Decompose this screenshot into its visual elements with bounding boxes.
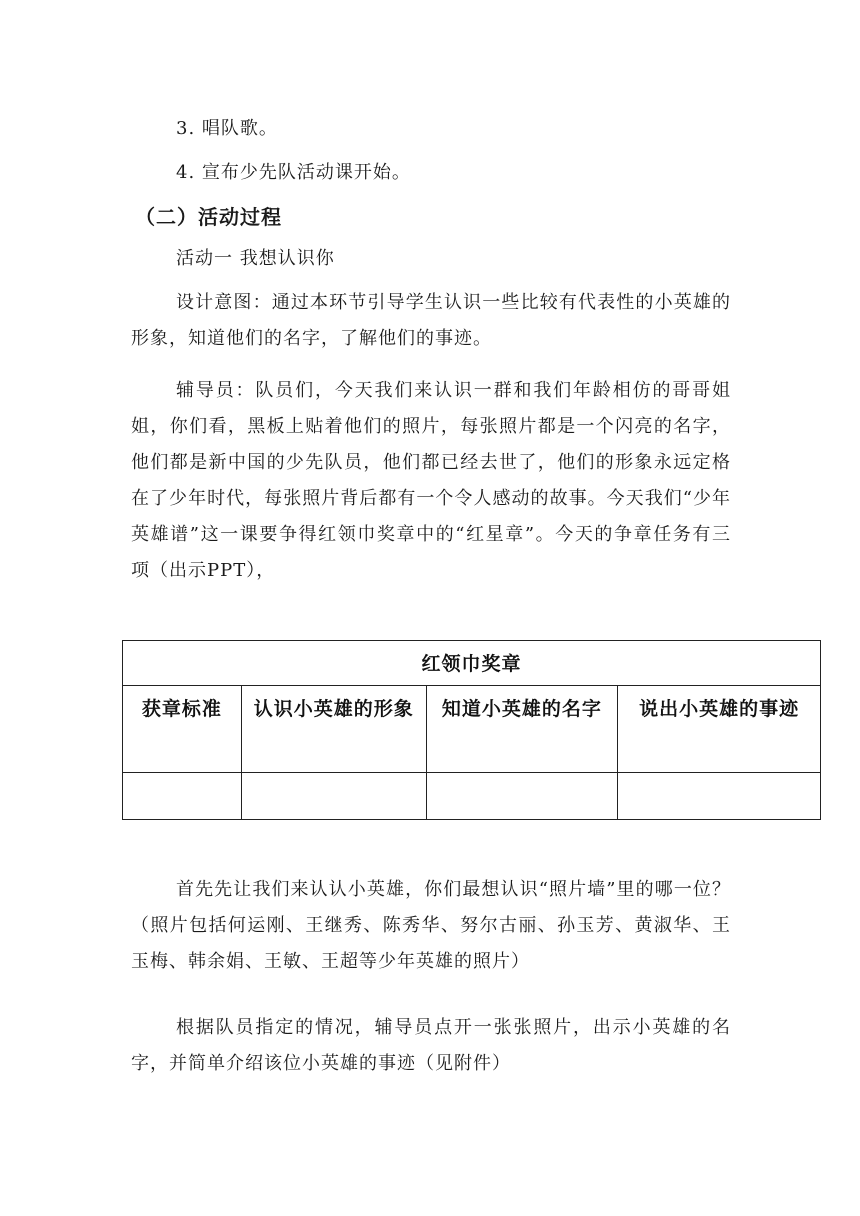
activity-title: 活动一 我想认识你 bbox=[176, 248, 335, 269]
section-heading: （二）活动过程 bbox=[135, 205, 282, 229]
design-intent-paragraph: 设计意图：通过本环节引导学生认识一些比较有代表性的小英雄的形象，知道他们的名字，了解他们的事迹。 bbox=[131, 292, 731, 349]
table-cell bbox=[618, 773, 821, 820]
award-table-header-row bbox=[123, 686, 821, 773]
award-criteria-cell: 获章标准 bbox=[123, 686, 242, 773]
list-item-3: 3. 唱队歌。 bbox=[176, 118, 278, 139]
list-item-4: 4. 宣布少先队活动课开始。 bbox=[176, 162, 411, 183]
table-cell bbox=[426, 773, 618, 820]
criterion-recognize-image: 认识小英雄的形象 bbox=[241, 686, 426, 773]
counselor-speech-paragraph: 辅导员：队员们，今天我们来认识一群和我们年龄相仿的哥哥姐姐，你们看，黑板上贴着他们的照片，每张照片都是一个闪亮的名字，他们都是新中国的少先队员，他们都已经去世了，他们的形象永远定格在了少年时代，每张照片背后都有一个令人感动的故事。今天我们“少年英雄谱”这一课要争得红领巾奖章中的“红星章”。今天的争章任务有三项（出示PPT）， bbox=[131, 380, 731, 581]
closing-paragraph: 根据队员指定的情况，辅导员点开一张张照片，出示小英雄的名字，并简单介绍该位小英雄的事迹（见附件） bbox=[131, 1017, 731, 1074]
criterion-know-name: 知道小英雄的名字 bbox=[426, 686, 618, 773]
table-cell bbox=[123, 773, 242, 820]
criterion-tell-story: 说出小英雄的事迹 bbox=[618, 686, 821, 773]
award-table bbox=[122, 640, 821, 820]
award-table-title-row bbox=[123, 641, 821, 686]
award-table-title: 红领巾奖章 bbox=[123, 641, 821, 686]
award-table-empty-row bbox=[123, 773, 821, 820]
photo-wall-paragraph: 首先先让我们来认认小英雄，你们最想认识“照片墙”里的哪一位？（照片包括何运刚、王继秀、陈秀华、努尔古丽、孙玉芳、黄淑华、王玉梅、韩余娟、王敏、王超等少年英雄的照片） bbox=[131, 879, 731, 972]
table-cell bbox=[241, 773, 426, 820]
